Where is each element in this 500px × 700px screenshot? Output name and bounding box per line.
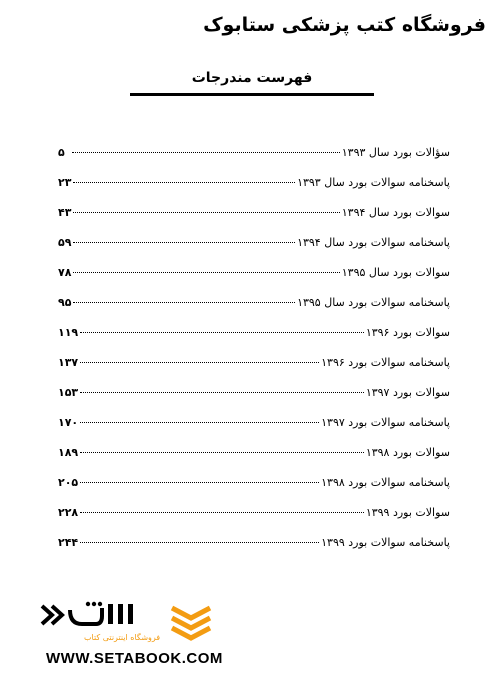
setabook-logo xyxy=(38,598,218,648)
dot-leader xyxy=(73,242,295,243)
chevron-stack-icon xyxy=(168,602,214,642)
dot-leader xyxy=(80,332,364,333)
toc-entry-title: سوالات بورد سال ۱۳۹۴ xyxy=(341,206,450,219)
toc-entry[interactable] xyxy=(58,296,450,326)
dot-leader xyxy=(73,182,295,183)
dot-leader xyxy=(80,422,319,423)
page-title: فروشگاه کتب پزشکی ستابوک xyxy=(203,14,486,36)
toc-entry-page: ۵ xyxy=(58,146,65,159)
toc-entry-title: پاسخنامه سوالات بورد سال ۱۳۹۵ xyxy=(297,296,450,309)
toc-entry-title: پاسخنامه سوالات بورد ۱۳۹۶ xyxy=(321,356,450,369)
toc-entry-title: سوالات بورد ۱۳۹۸ xyxy=(365,446,450,459)
toc-entry-page: ۱۳۷ xyxy=(58,356,79,369)
toc-entry-page: ۵۹ xyxy=(58,236,72,249)
dot-leader xyxy=(80,362,319,363)
toc-entry-title: پاسخنامه سوالات بورد ۱۳۹۸ xyxy=(321,476,450,489)
dot-leader xyxy=(80,512,364,513)
toc-entry-title: پاسخنامه سوالات بورد سال ۱۳۹۴ xyxy=(297,236,450,249)
toc-entry-page: ۷۸ xyxy=(58,266,72,279)
dot-leader xyxy=(80,542,319,543)
toc-entry[interactable] xyxy=(58,176,450,206)
dot-leader xyxy=(72,152,340,153)
toc-entry-title: سؤالات بورد سال ۱۳۹۳ xyxy=(341,146,450,159)
toc-entry[interactable] xyxy=(58,386,450,416)
toc-entry[interactable] xyxy=(58,446,450,476)
toc-entry-title: سوالات بورد ۱۳۹۶ xyxy=(365,326,450,339)
toc-entry-page: ۲۲۸ xyxy=(58,506,79,519)
toc-entry[interactable] xyxy=(58,206,450,236)
heading-underline xyxy=(130,93,374,96)
dot-leader xyxy=(80,452,364,453)
logo-wordmark xyxy=(38,598,138,632)
dot-leader xyxy=(80,482,319,483)
dot-leader xyxy=(73,302,295,303)
toc-entry[interactable] xyxy=(58,326,450,356)
toc-entry-page: ۱۱۹ xyxy=(58,326,79,339)
toc-entry[interactable] xyxy=(58,506,450,536)
logo-tagline: فروشگاه اینترنتی کتاب xyxy=(84,633,161,642)
toc-entry-title: سوالات بورد ۱۳۹۷ xyxy=(365,386,450,399)
toc-entry-title: پاسخنامه سوالات بورد ۱۳۹۷ xyxy=(321,416,450,429)
toc-entry-page: ۲۴۴ xyxy=(58,536,79,549)
toc-entry[interactable] xyxy=(58,146,450,176)
table-of-contents xyxy=(58,146,450,566)
toc-entry[interactable] xyxy=(58,236,450,266)
toc-entry-page: ۲۳ xyxy=(58,176,72,189)
toc-entry-page: ۱۷۰ xyxy=(58,416,79,429)
toc-entry-title: سوالات بورد سال ۱۳۹۵ xyxy=(341,266,450,279)
toc-entry[interactable] xyxy=(58,266,450,296)
toc-entry[interactable] xyxy=(58,476,450,506)
toc-entry-page: ۱۸۹ xyxy=(58,446,79,459)
toc-entry-page: ۹۵ xyxy=(58,296,72,309)
toc-entry-page: ۱۵۳ xyxy=(58,386,79,399)
toc-entry[interactable] xyxy=(58,356,450,386)
toc-entry-page: ۲۰۵ xyxy=(58,476,79,489)
toc-entry-title: پاسخنامه سوالات بورد سال ۱۳۹۳ xyxy=(297,176,450,189)
toc-heading: فهرست مندرجات xyxy=(191,70,313,86)
toc-entry-title: سوالات بورد ۱۳۹۹ xyxy=(365,506,450,519)
dot-leader xyxy=(73,212,339,213)
toc-entry[interactable] xyxy=(58,536,450,566)
dot-leader xyxy=(80,392,364,393)
toc-entry-page: ۴۳ xyxy=(58,206,72,219)
website-url[interactable]: WWW.SETABOOK.COM xyxy=(46,650,223,667)
toc-entry[interactable] xyxy=(58,416,450,446)
toc-entry-title: پاسخنامه سوالات بورد ۱۳۹۹ xyxy=(321,536,450,549)
dot-leader xyxy=(73,272,339,273)
